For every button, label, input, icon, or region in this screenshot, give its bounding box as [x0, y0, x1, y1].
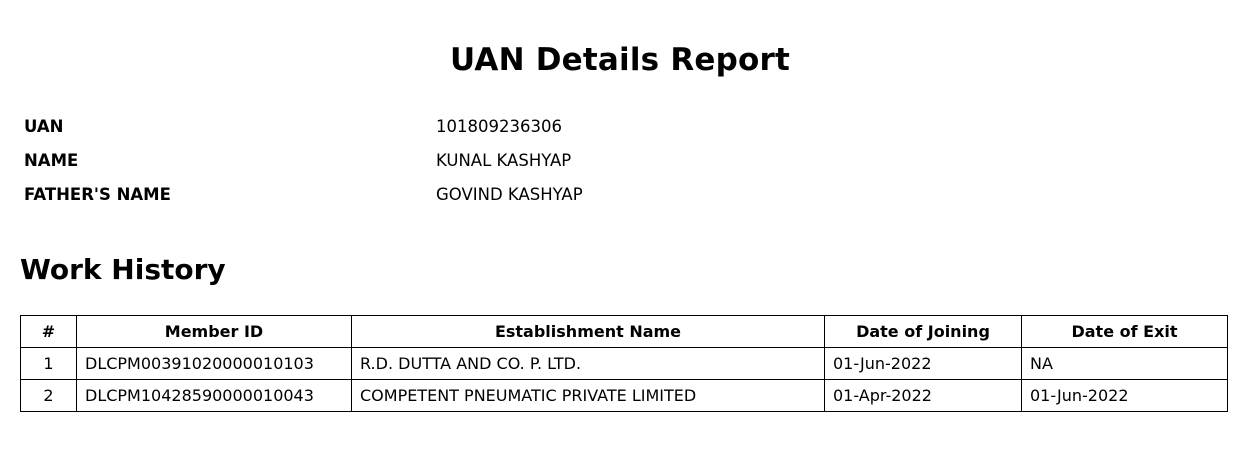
summary-value-uan: 101809236306: [436, 117, 562, 137]
table-row: [21, 347, 1228, 379]
cell-member-id: DLCPM10428590000010043: [77, 379, 352, 411]
section-title-work-history: Work History: [20, 253, 226, 287]
column-header-date-of-joining: Date of Joining: [825, 315, 1022, 347]
cell-date-of-joining: 01-Apr-2022: [825, 379, 1022, 411]
summary-section: [24, 117, 1222, 219]
cell-date-of-joining: 01-Jun-2022: [825, 347, 1022, 379]
cell-establishment-name: R.D. DUTTA AND CO. P. LTD.: [352, 347, 825, 379]
cell-date-of-exit: NA: [1022, 347, 1228, 379]
cell-date-of-exit: 01-Jun-2022: [1022, 379, 1228, 411]
column-header-member-id: Member ID: [77, 315, 352, 347]
cell-establishment-name: COMPETENT PNEUMATIC PRIVATE LIMITED: [352, 379, 825, 411]
page-title: UAN Details Report: [449, 42, 791, 78]
column-header-date-of-exit: Date of Exit: [1022, 315, 1228, 347]
summary-value-name: KUNAL KASHYAP: [436, 151, 572, 171]
table-header-row: [21, 315, 1228, 347]
work-history-table: [20, 315, 1228, 412]
summary-row-uan: [24, 117, 1222, 151]
cell-index: 1: [21, 347, 77, 379]
summary-row-name: [24, 151, 1222, 185]
table-row: [21, 379, 1228, 411]
summary-row-fathers-name: [24, 185, 1222, 219]
summary-label-uan: UAN: [24, 117, 64, 137]
summary-label-name: NAME: [24, 151, 79, 171]
summary-value-fathers-name: GOVIND KASHYAP: [436, 185, 583, 205]
cell-index: 2: [21, 379, 77, 411]
column-header-index: #: [21, 315, 77, 347]
column-header-establishment-name: Establishment Name: [352, 315, 825, 347]
cell-member-id: DLCPM00391020000010103: [77, 347, 352, 379]
summary-label-fathers-name: FATHER'S NAME: [24, 185, 171, 205]
